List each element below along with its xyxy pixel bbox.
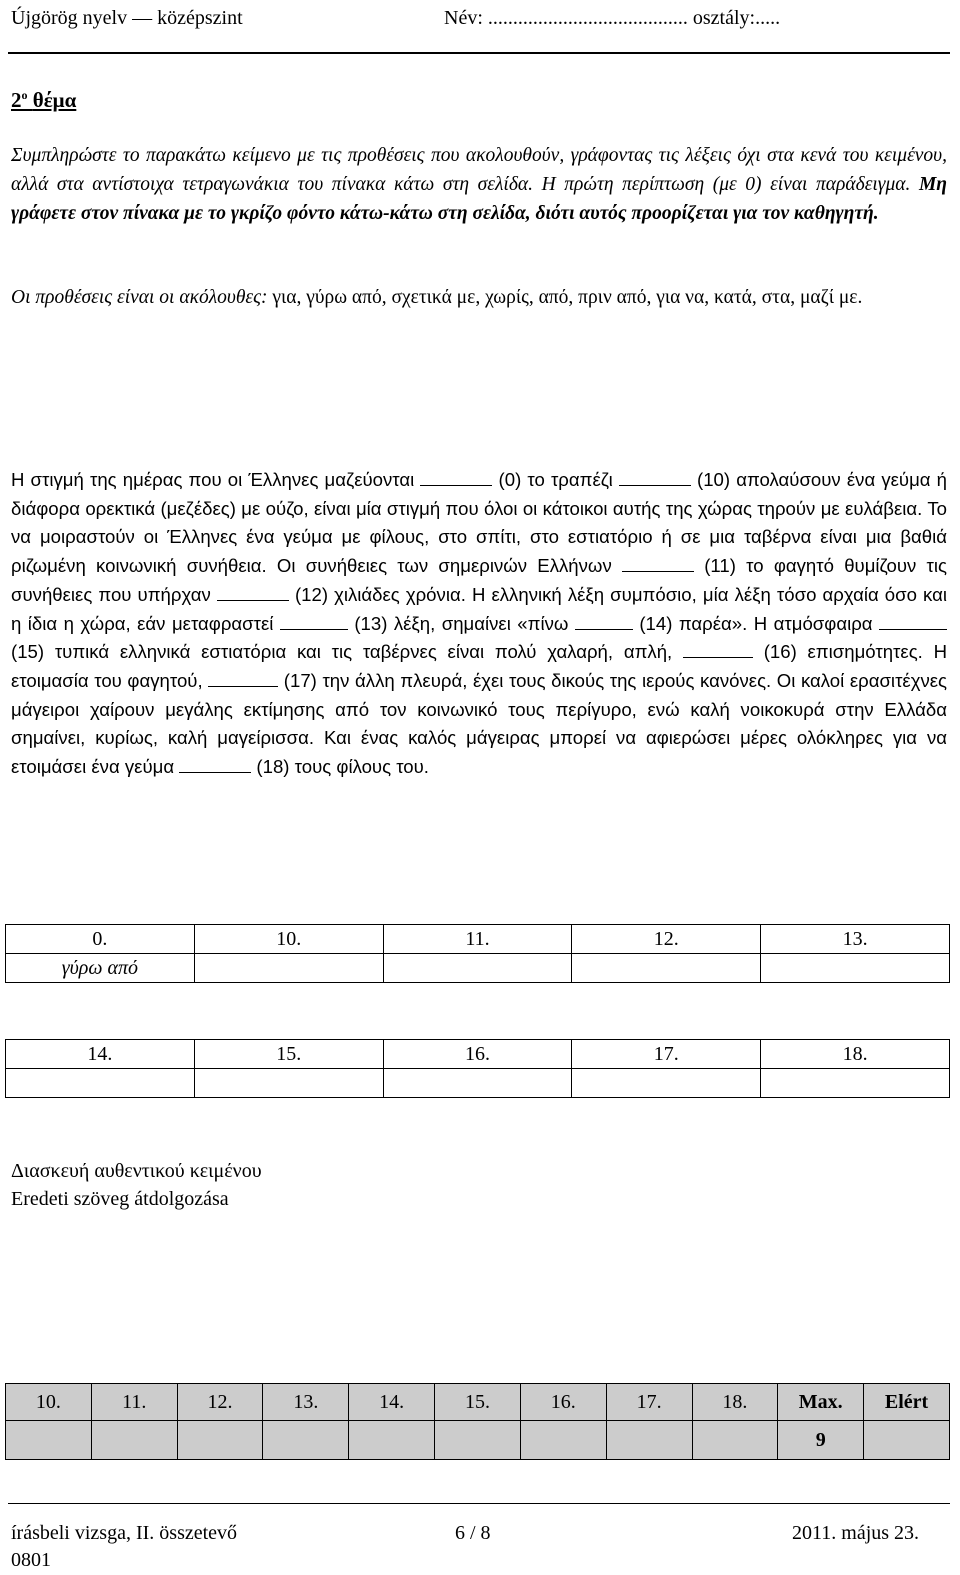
passage [11, 466, 947, 782]
score-achieved-cell [864, 1421, 950, 1460]
blank-13 [280, 611, 348, 630]
passage-text: (10) απολαύσουν ένα γεύμα ή διάφορα ορεκτικά (μεζέδες) με ούζο, είναι μία στιγμή που όλοι οι κάτοικοι αυτής της χώρας τηρούν με ευλάβεια. Το να μοιραστούν οι Έλληνες ένα γεύμα με φίλους, στο σπίτι, στο εστιατόριο ή σε μια ταβέρνα είναι μια βαθιά ριζωμένη κοινωνική συνήθεια. Οι συνήθειες των σημερινών Ελλήνων [11, 469, 948, 577]
prepositions-label: Οι προθέσεις είναι οι ακόλουθες: [11, 287, 268, 308]
answer-table-1-labels [6, 925, 950, 954]
answer-label-11: 11. [383, 925, 572, 954]
score-label-11: 11. [91, 1384, 177, 1421]
score-label-13: 13. [263, 1384, 349, 1421]
passage-text: (11) το φαγητό θυμίζουν τις συνήθειες που υπήρχαν [11, 555, 947, 605]
answer-label-14: 14. [6, 1040, 195, 1069]
answer-table-2-answers [6, 1069, 950, 1098]
answer-cell-14[interactable] [6, 1069, 195, 1098]
blank-12 [217, 582, 289, 601]
score-cell-11 [91, 1421, 177, 1460]
header-exam-title: Újgörög nyelv — középszint [11, 7, 243, 29]
header-divider [8, 52, 950, 54]
footer-exam-part: írásbeli vizsga, II. összetevő [11, 1522, 238, 1544]
footer-date: 2011. május 23. [792, 1522, 920, 1544]
score-label-17: 17. [606, 1384, 692, 1421]
answer-cell-10[interactable] [194, 954, 383, 983]
score-label-14: 14. [349, 1384, 435, 1421]
passage-text: (12) χιλιάδες χρόνια. Η ελληνική λέξη συμπόσιο, μία λέξη τόσο αρχαία όσο και η ίδια η χώρα, εάν μεταφραστεί [11, 583, 948, 634]
answer-label-15: 15. [194, 1040, 383, 1069]
answer-label-16: 16. [383, 1040, 572, 1069]
score-cell-13 [263, 1421, 349, 1460]
prepositions-list: για, γύρω από, σχετικά με, χωρίς, από, πριν από, για να, κατά, στα, μαζί με. [272, 287, 863, 308]
answer-table-2 [5, 1039, 950, 1098]
answer-table-1 [5, 924, 950, 983]
score-cell-15 [435, 1421, 521, 1460]
blank-10 [619, 467, 691, 486]
passage-text: (15) τυπικά ελληνικά εστιατόρια και τις ταβέρνες είναι πολύ χαλαρή, απλή, [11, 641, 683, 663]
blank-14 [575, 611, 633, 630]
answer-cell-13[interactable] [761, 954, 950, 983]
score-table-labels [6, 1384, 950, 1421]
answer-cell-17[interactable] [572, 1069, 761, 1098]
answer-cell-15[interactable] [194, 1069, 383, 1098]
task-title [11, 88, 76, 113]
passage-text: Η στιγμή της ημέρας που οι Έλληνες μαζεύονται [11, 469, 421, 490]
task-ordinal-sup: ο [21, 88, 28, 102]
answer-cell-12[interactable] [572, 954, 761, 983]
score-label-12: 12. [177, 1384, 263, 1421]
score-table [5, 1383, 950, 1460]
answer-cell-18[interactable] [761, 1069, 950, 1098]
passage-text: (13) λέξη, σημαίνει «πίνω [347, 612, 575, 634]
score-cell-14 [349, 1421, 435, 1460]
answer-table-1-answers [6, 954, 950, 983]
instructions-text: Συμπληρώστε το παρακάτω κείμενο με τις προθέσεις που ακολουθούν, γράφοντας τις λέξεις όχι στα κενά του κειμένου, αλλά στα αντίστοιχα τετραγωνάκια του πίνακα κάτω στη σελίδα. Η πρώτη περίπτωση (με 0) είναι παράδειγμα. [11, 145, 947, 195]
footer-page-number: 6 / 8 [455, 1522, 491, 1544]
passage-text: (16) επισημότητες. Η ετοιμασία του φαγητού, [11, 641, 947, 691]
source-hungarian: Eredeti szöveg átdolgozása [11, 1188, 229, 1210]
answer-label-17: 17. [572, 1040, 761, 1069]
answer-label-13: 13. [761, 925, 950, 954]
score-label-max: Max. [778, 1384, 864, 1421]
task-number: 2 [11, 88, 22, 112]
score-label-achieved: Elért [864, 1384, 950, 1421]
blank-15 [879, 611, 947, 630]
score-cell-17 [606, 1421, 692, 1460]
blank-0 [420, 467, 492, 486]
answer-label-12: 12. [572, 925, 761, 954]
blank-17 [208, 668, 278, 687]
score-label-18: 18. [692, 1384, 778, 1421]
footer-divider [8, 1503, 950, 1504]
score-cell-18 [692, 1421, 778, 1460]
task-word: θέμα [32, 88, 77, 112]
score-label-15: 15. [435, 1384, 521, 1421]
source-greek: Διασκευή αυθεντικού κειμένου [11, 1160, 262, 1182]
blank-16 [683, 639, 753, 658]
instructions [11, 141, 947, 228]
blank-18 [179, 754, 251, 773]
prepositions [11, 283, 947, 312]
answer-cell-16[interactable] [383, 1069, 572, 1098]
instructions-warning: Μη γράφετε στον πίνακα με το γκρίζο φόντο κάτω-κάτω στη σελίδα, διότι αυτός προορίζεται για τον καθηγητή. [11, 174, 947, 224]
answer-table-2-labels [6, 1040, 950, 1069]
score-max-value: 9 [778, 1421, 864, 1460]
passage-text: (14) παρέα». Η ατμόσφαιρα [632, 612, 879, 634]
header-name-class-line: Név: ........................................ osztály:..... [444, 7, 781, 29]
score-label-10: 10. [6, 1384, 92, 1421]
passage-text: (17) την άλλη πλευρά, έχει τους δικούς της ιερούς κανόνες. Οι καλοί ερασιτέχνες μάγειροι χαίρουν μεγάλης εκτίμησης από τον κοινωνικό τους περίγυρο, ενώ καλή νοικοκυρά στην Ελλάδα σημαίνει, κυρίως, καλή μαγείρισσα. Και ένας καλός μάγειρας μπορεί να αφιερώσει μέρες ολόκληρες για να ετοιμάσει ένα γεύμα [11, 669, 948, 778]
score-cell-10 [6, 1421, 92, 1460]
answer-label-10: 10. [194, 925, 383, 954]
answer-label-0: 0. [6, 925, 195, 954]
blank-11 [622, 553, 694, 572]
score-table-values [6, 1421, 950, 1460]
answer-cell-0-example: γύρω από [6, 954, 195, 983]
score-label-16: 16. [520, 1384, 606, 1421]
score-cell-12 [177, 1421, 263, 1460]
passage-text: (0) το τραπέζι [492, 469, 619, 490]
answer-label-18: 18. [761, 1040, 950, 1069]
footer-exam-code: 0801 [11, 1549, 51, 1571]
passage-text: (18) τους φίλους του. [251, 756, 429, 778]
score-cell-16 [520, 1421, 606, 1460]
answer-cell-11[interactable] [383, 954, 572, 983]
